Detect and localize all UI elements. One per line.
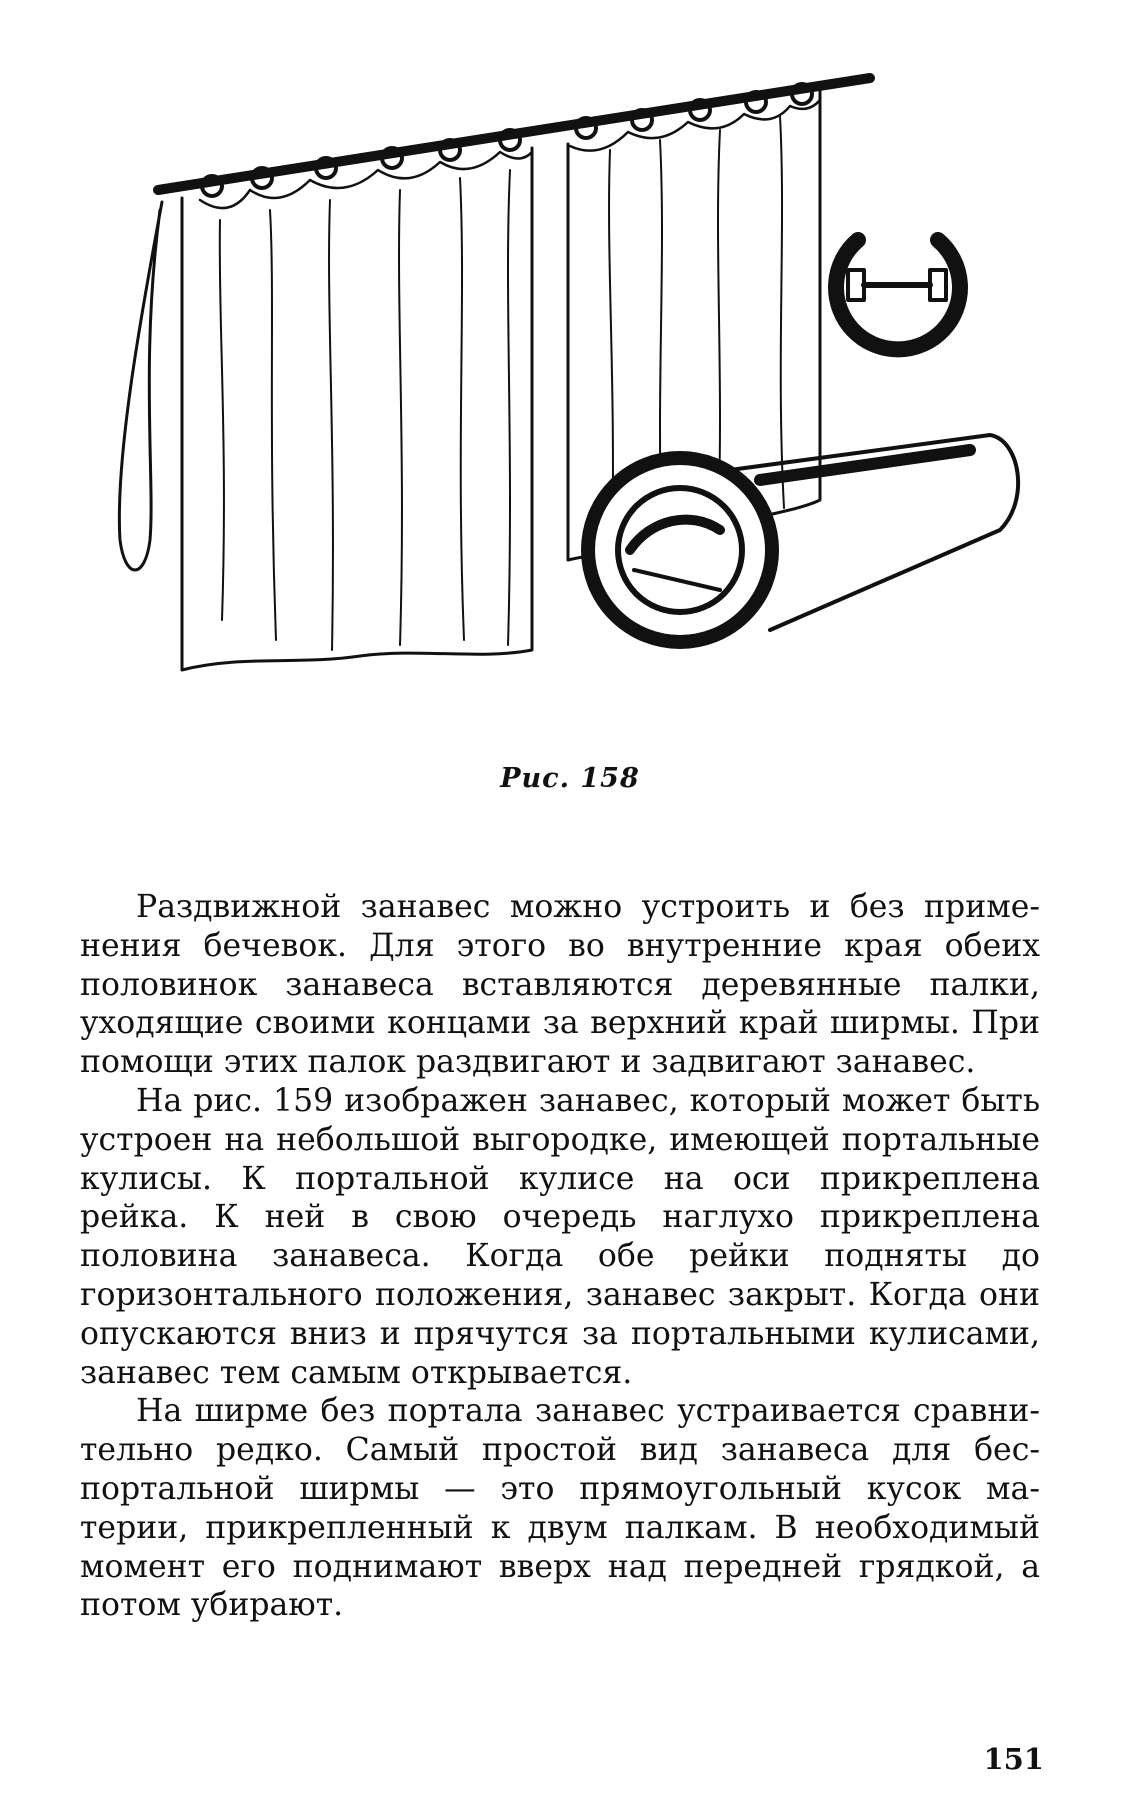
page-number: 151 — [983, 1742, 1044, 1776]
figure-caption: Рис. 158 — [500, 763, 640, 794]
paragraph-2: На рис. 159 изображен занавес, который может быть устроен на небольшой выгородке, имеющей портальные кулисы. К портальной кулисе на оси прикреплена рейка. К ней в свою очередь наглухо прикреплена половина занавеса. Когда обе рейки подняты до горизонтального положения, занавес закрыт. Когда они опускаются вниз и прячутся за портальными кулисами, занавес тем самым открывается. — [80, 1082, 1040, 1391]
figure-158 — [100, 60, 1080, 760]
body-text — [80, 888, 1040, 1625]
left-curtain-panel — [182, 148, 532, 670]
paragraph-3: На ширме без портала занавес устраивается сравнительно редко. Самый простой вид занавеса для беспортальной ширмы — это прямоугольный кусок материи, прикрепленный к двум палкам. В необходимый момент его поднимают вверх над передней грядкой, а потом убирают. — [80, 1393, 1040, 1624]
pipe-clip-detail-icon — [588, 435, 1018, 642]
curtain-illustration — [100, 60, 1080, 760]
pull-cord — [119, 202, 162, 570]
paragraph-1: Раздвижной занавес можно устроить и без применения бечевок. Для этого во внутренние края обеих половинок занавеса вставляются деревянные палки, уходящие своими концами за верхний край ширмы. При помощи этих палок раздвигают и задвигают занавес. — [80, 889, 1040, 1081]
ring-detail-icon — [836, 240, 960, 349]
